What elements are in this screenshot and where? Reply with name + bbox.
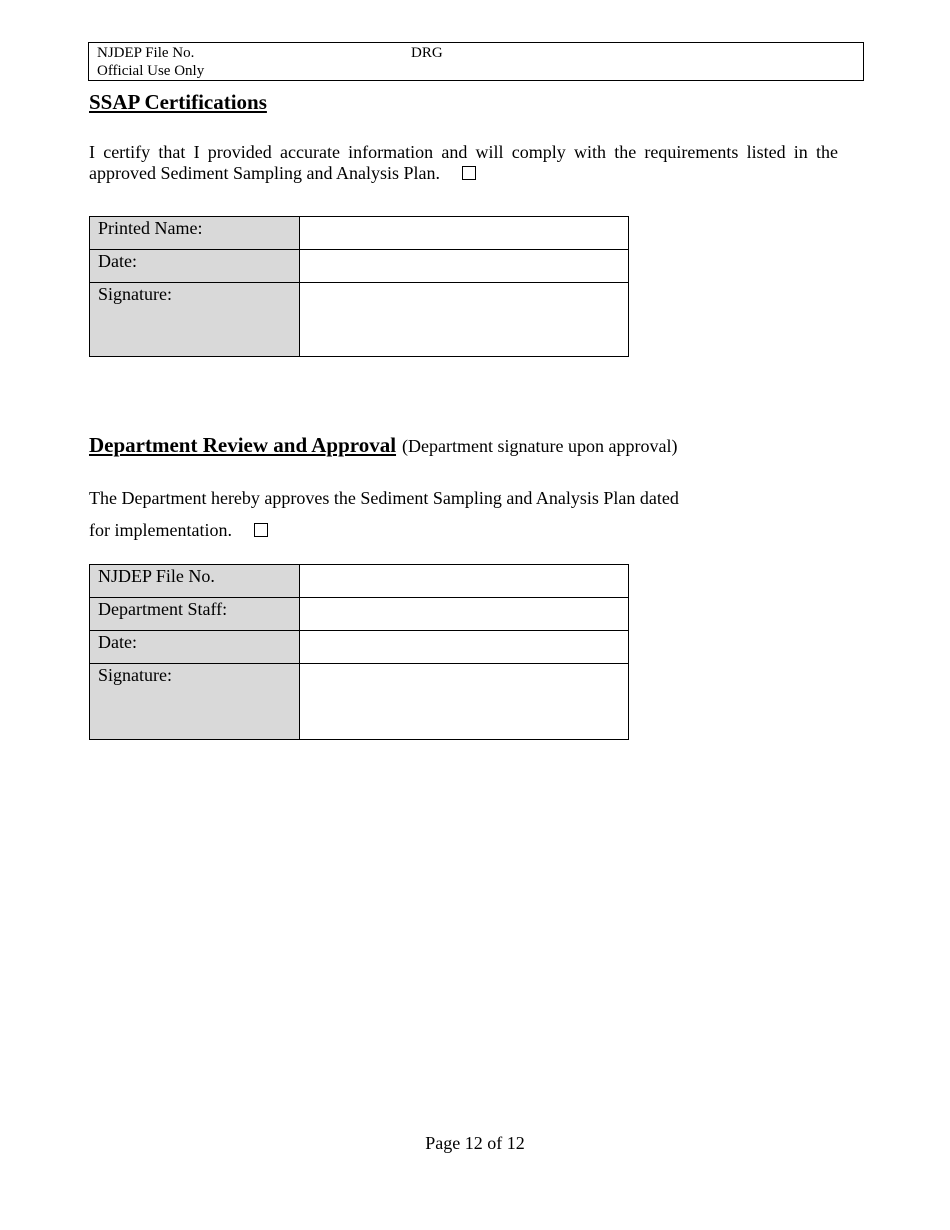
approval-text-line2: for implementation. (89, 520, 232, 540)
department-staff-field[interactable] (300, 598, 629, 631)
department-review-subtitle: (Department signature upon approval) (402, 436, 678, 456)
certify-text: I certify that I provided accurate information and will comply with the requirements listed in the approved Sediment Sampling and Analysis Plan. (89, 142, 838, 183)
table-row (90, 598, 629, 631)
table-row (90, 565, 629, 598)
table-row (90, 217, 629, 250)
header-file-no-label: NJDEP File No. (97, 45, 195, 61)
table-row (90, 283, 629, 357)
department-signature-field[interactable] (300, 664, 629, 740)
table-row (90, 250, 629, 283)
department-heading-line (89, 433, 677, 458)
ssap-signature-table (89, 216, 629, 357)
certify-checkbox[interactable] (462, 166, 476, 180)
date-label: Date: (90, 250, 300, 283)
signature-label: Signature: (90, 283, 300, 357)
printed-name-field[interactable] (300, 217, 629, 250)
certify-paragraph (89, 142, 838, 184)
njdep-file-no-field[interactable] (300, 565, 629, 598)
department-date-label: Date: (90, 631, 300, 664)
department-date-field[interactable] (300, 631, 629, 664)
table-row (90, 664, 629, 740)
department-signature-label: Signature: (90, 664, 300, 740)
table-row (90, 631, 629, 664)
date-field[interactable] (300, 250, 629, 283)
department-signature-table (89, 564, 629, 740)
njdep-file-no-label: NJDEP File No. (90, 565, 300, 598)
department-review-title: Department Review and Approval (89, 433, 397, 457)
ssap-certifications-title: SSAP Certifications (89, 90, 267, 114)
official-use-header (88, 42, 864, 81)
approval-text-line1: The Department hereby approves the Sediment Sampling and Analysis Plan dated (89, 488, 679, 508)
header-code: DRG (411, 45, 443, 61)
approval-line2 (89, 520, 268, 541)
approval-checkbox[interactable] (254, 523, 268, 537)
department-staff-label: Department Staff: (90, 598, 300, 631)
signature-field[interactable] (300, 283, 629, 357)
page-number: Page 12 of 12 (425, 1133, 525, 1153)
printed-name-label: Printed Name: (90, 217, 300, 250)
header-official-use: Official Use Only (97, 63, 205, 79)
